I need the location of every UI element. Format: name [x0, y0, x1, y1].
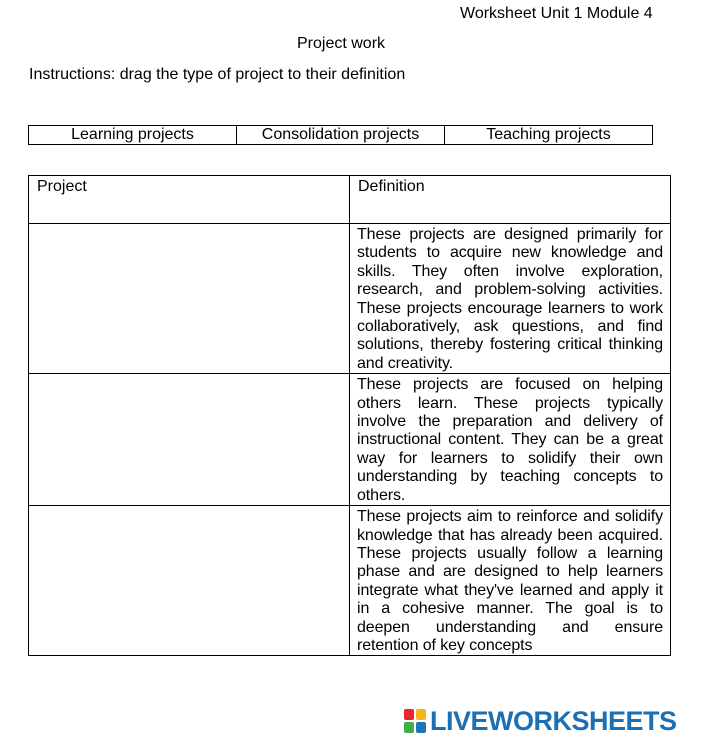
draggable-teaching-projects[interactable]: Teaching projects — [486, 126, 611, 143]
drop-zone-1[interactable] — [29, 224, 350, 374]
liveworksheets-logo-icon — [404, 709, 428, 735]
column-header-definition: Definition — [350, 176, 671, 224]
draggable-consolidation-projects[interactable]: Consolidation projects — [237, 126, 445, 144]
table-row — [29, 374, 671, 506]
definition-3: These projects aim to reinforce and solidify knowledge that has already been acquired. These projects usually follow a learning phase and are designed to help learners integrate what they've learned and apply it in a cohesive manner. The goal is to deepen understanding and ensure retention of key concepts — [350, 506, 671, 656]
word-bank — [28, 125, 653, 145]
logo-text: LIVEWORKSHEETS — [430, 706, 677, 736]
definition-2: These projects are focused on helping others learn. These projects typically involve the preparation and delivery of instructional content. They can be a great way for learners to solidify their own understanding by teaching concepts to others. — [350, 374, 671, 506]
drop-zone-3[interactable] — [29, 506, 350, 656]
page-title: Project work — [297, 35, 386, 52]
table-row — [29, 506, 671, 656]
liveworksheets-logo[interactable] — [404, 706, 677, 737]
table-row — [29, 224, 671, 374]
instructions-text: Instructions: drag the type of project to their definition — [29, 66, 406, 83]
drop-zone-2[interactable] — [29, 374, 350, 506]
draggable-learning-projects[interactable]: Learning projects — [29, 126, 237, 144]
matching-table — [28, 175, 671, 656]
worksheet-label: Worksheet Unit 1 Module 4 — [460, 5, 653, 22]
definition-1: These projects are designed primarily for students to acquire new knowledge and skills. They often involve exploration, research, and problem-solving activities. These projects encourage learners to work collaboratively, ask questions, and find solutions, thereby fostering critical thinking and creativity. — [350, 224, 671, 374]
column-header-project: Project — [29, 176, 350, 224]
